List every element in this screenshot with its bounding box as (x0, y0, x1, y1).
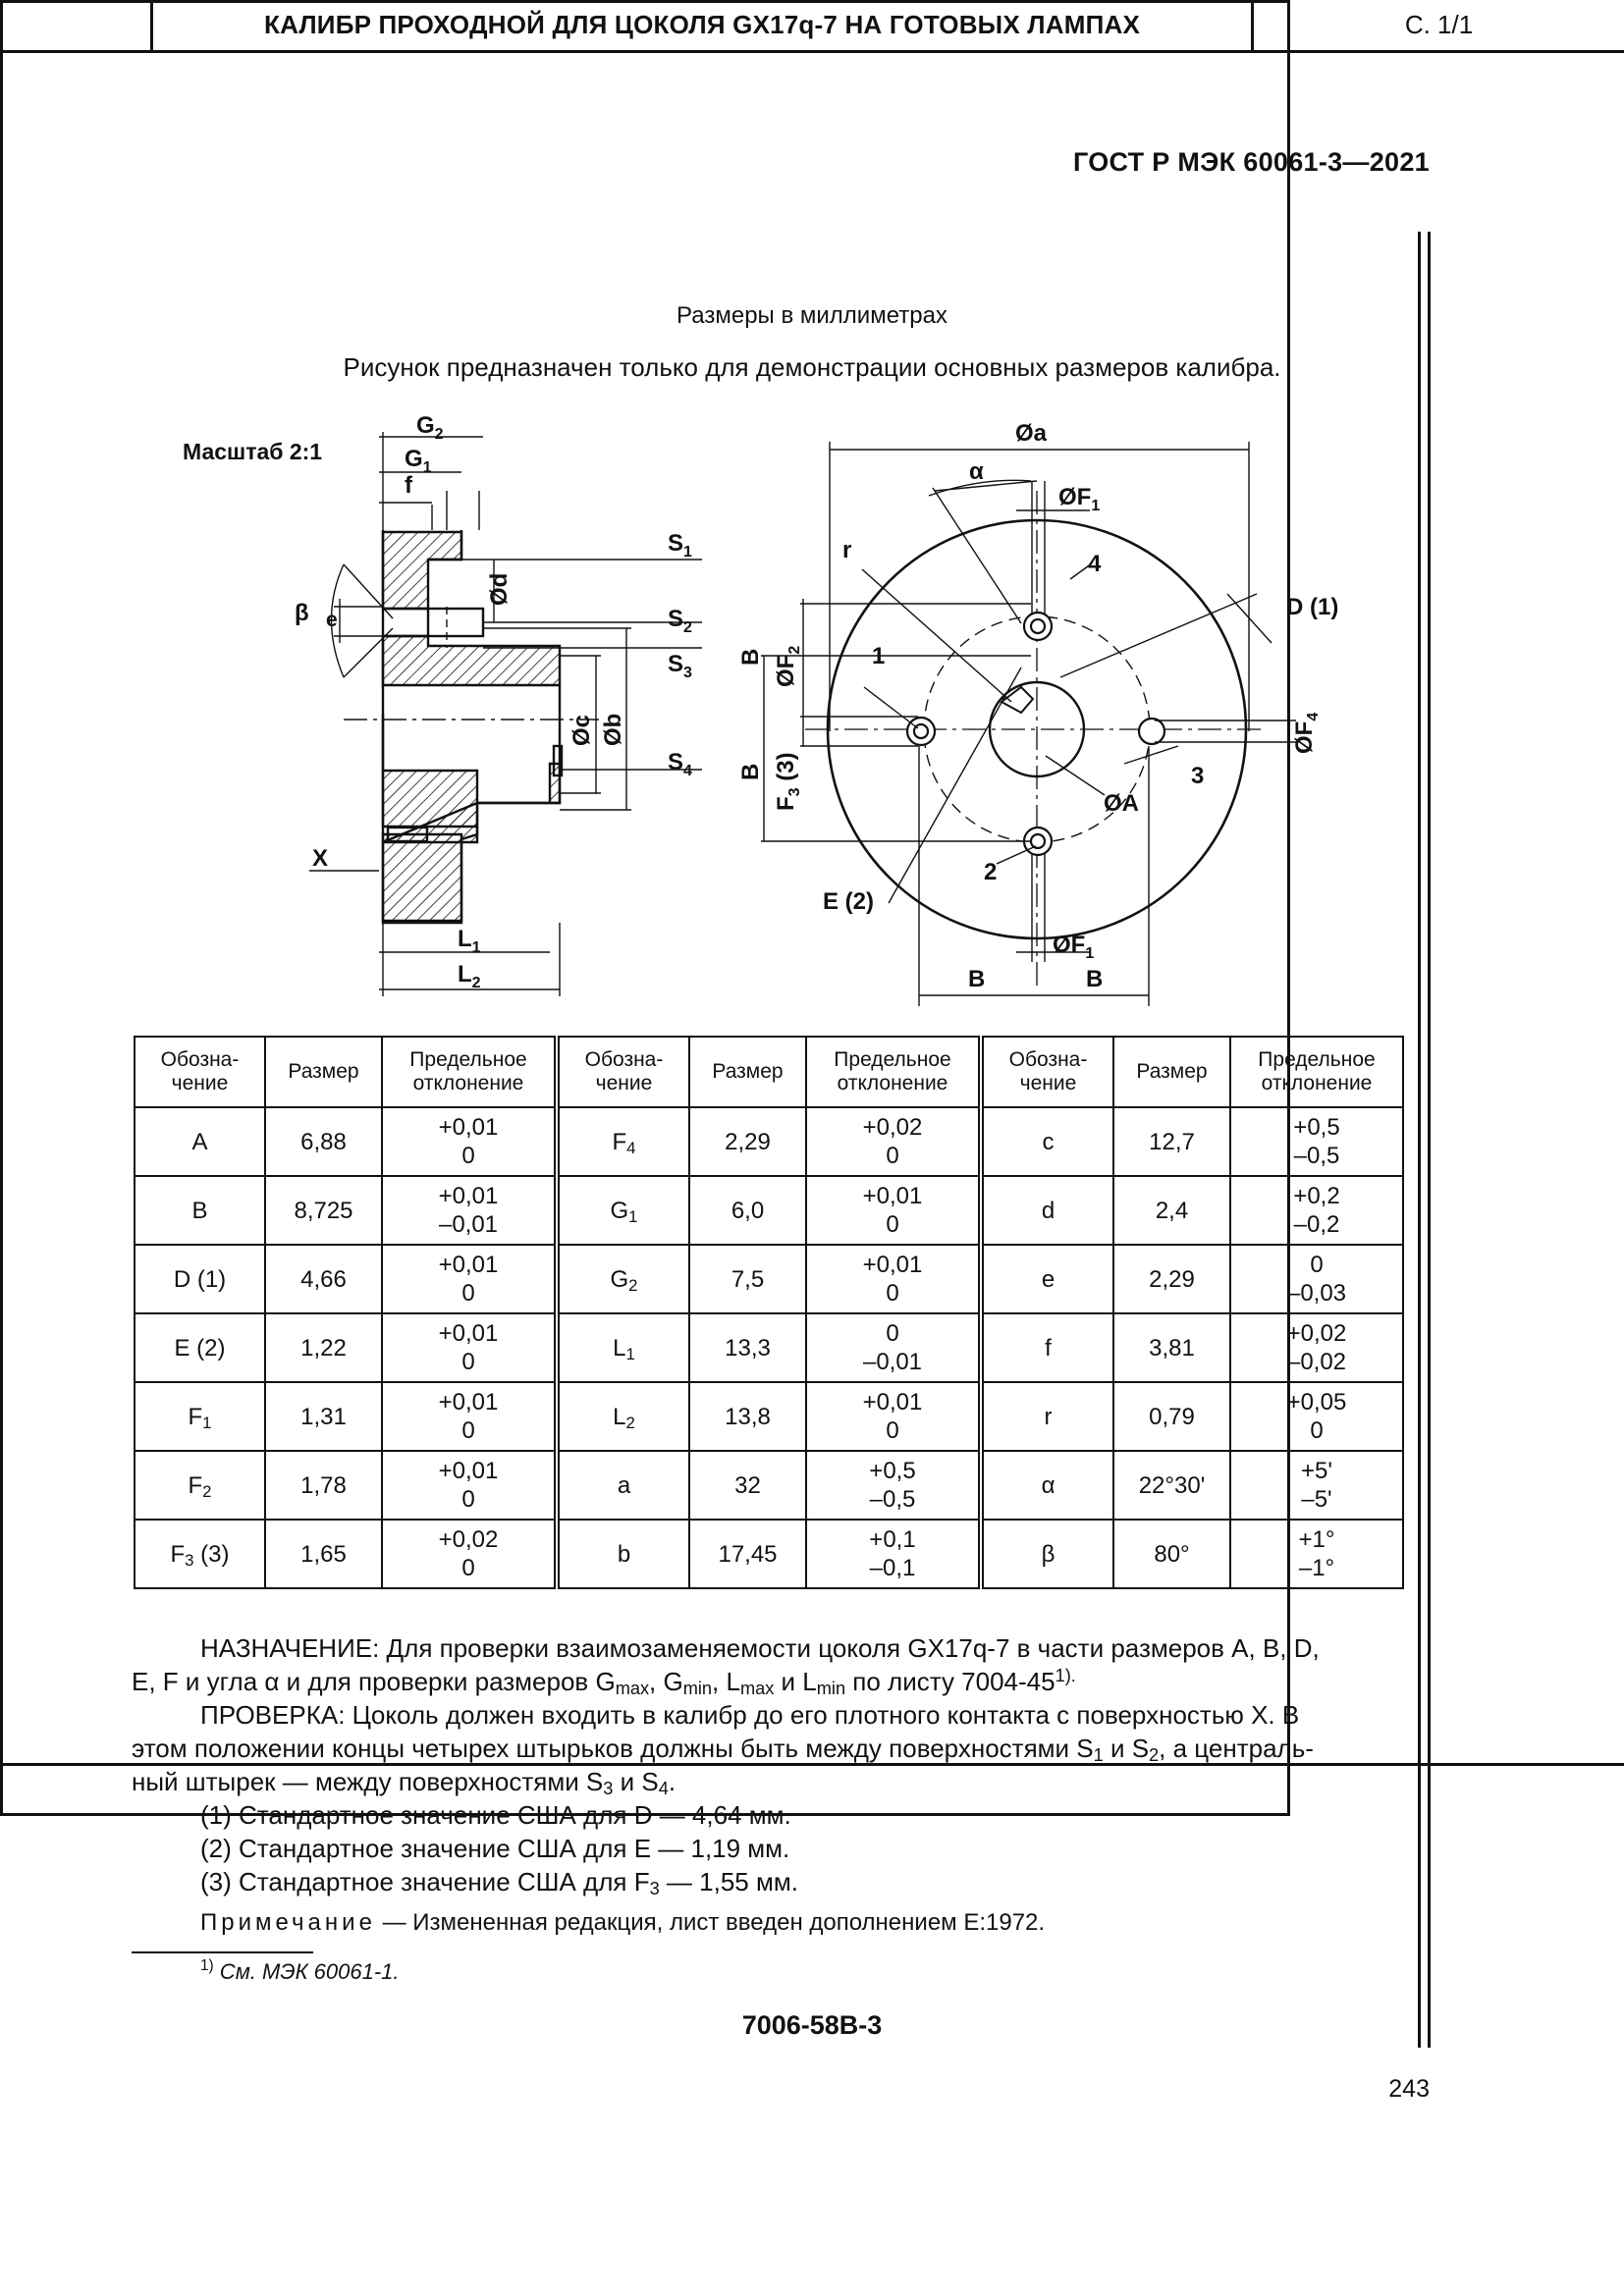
label-A: ØA (1104, 790, 1139, 817)
header-tolerance: Предельное отклонение (382, 1037, 557, 1107)
cell-symbol: f (981, 1313, 1113, 1382)
scale-label: Масштаб 2:1 (183, 439, 323, 464)
cell-symbol: $L_2$ (557, 1382, 689, 1451)
tolerance-lower: –0,03 (1286, 1280, 1347, 1307)
tolerance-upper: +0,01 (438, 1252, 499, 1278)
table-row (135, 1451, 1403, 1520)
page-number: 243 (1388, 2075, 1430, 2103)
tolerance-lower: 0 (886, 1280, 899, 1307)
table-row (135, 1520, 1403, 1588)
label-r: r (842, 537, 852, 563)
table-row (135, 1107, 1403, 1176)
label-F4: $ØF_4$ (1291, 712, 1322, 754)
tolerance-upper: +0,1 (869, 1526, 916, 1553)
purpose-line-1: НАЗНАЧЕНИЕ: Для проверки взаимозаменяемости цоколя GX17q-7 в части размеров A, B, D, (200, 1633, 1320, 1663)
figure-note: Рисунок предназначен только для демонстрации основных размеров калибра. (343, 352, 1281, 382)
cell-symbol: B (135, 1176, 265, 1245)
tolerance-lower: –0,01 (862, 1349, 923, 1375)
cell-symbol: b (557, 1520, 689, 1588)
tolerance-lower: 0 (461, 1280, 475, 1307)
units-note: Размеры в миллиметрах (677, 302, 947, 329)
label-pin-2: 2 (984, 859, 998, 885)
tolerance-upper: 0 (886, 1320, 899, 1347)
cell-tolerance (382, 1520, 557, 1588)
title-block (0, 0, 1624, 53)
tolerance-upper: +0,01 (862, 1183, 923, 1209)
section-view (183, 412, 702, 996)
tolerance-lower: –0,1 (869, 1555, 916, 1581)
tolerance-upper: +0,05 (1286, 1389, 1347, 1415)
cell-symbol: D (1) (135, 1245, 265, 1313)
tolerance-upper: +0,01 (438, 1458, 499, 1484)
tolerance-lower: 0 (461, 1555, 475, 1581)
cell-symbol: α (981, 1451, 1113, 1520)
label-pin-4: 4 (1088, 551, 1102, 577)
tolerance-lower: 0 (461, 1486, 475, 1513)
tolerance-lower: –0,5 (1293, 1143, 1340, 1169)
label-B-bottom-right: B (1086, 966, 1104, 992)
label-F1-bottom: $ØF_1$ (1053, 932, 1095, 962)
cell-symbol: E (2) (135, 1313, 265, 1382)
sheet-number: С. 1/1 (1404, 10, 1474, 39)
tolerance-upper: +0,01 (438, 1114, 499, 1141)
cell-tolerance (1230, 1245, 1403, 1313)
table-body (135, 1107, 1403, 1588)
tolerance-upper: +0,5 (869, 1458, 916, 1484)
label-S2: $S_2$ (668, 606, 692, 636)
tolerance-lower: 0 (886, 1417, 899, 1444)
tolerance-upper: +1° (1298, 1526, 1335, 1553)
tolerance-lower: 0 (461, 1349, 475, 1375)
table-row (135, 1245, 1403, 1313)
tolerance-upper: +0,01 (438, 1389, 499, 1415)
cell-tolerance (1230, 1382, 1403, 1451)
tolerance-lower: –0,02 (1286, 1349, 1347, 1375)
tolerance-upper: +0,5 (1293, 1114, 1340, 1141)
tolerance-upper: +0,02 (862, 1114, 923, 1141)
label-B-bottom-left: B (968, 966, 986, 992)
label-pin-1: 1 (872, 643, 886, 669)
label-G1: $G_1$ (405, 446, 432, 476)
cell-size: 22°30' (1113, 1451, 1230, 1520)
label-S4: $S_4$ (668, 749, 692, 779)
cell-size: 8,725 (265, 1176, 382, 1245)
tolerance-upper: 0 (1310, 1252, 1324, 1278)
purpose-line-2: E, F и угла α и для проверки размеров $G_{max}$, $G_{min}$, $L_{max}$ и $L_{min}$ по листу $7004-45^{1).}$ (132, 1666, 1076, 1698)
cell-tolerance (382, 1107, 557, 1176)
us-note-1: (1) Стандартное значение США для D — 4,64 мм. (200, 1800, 791, 1830)
cell-size: 12,7 (1113, 1107, 1230, 1176)
tolerance-lower: 0 (461, 1143, 475, 1169)
tolerance-lower: –0,5 (869, 1486, 916, 1513)
tolerance-lower: –1° (1298, 1555, 1335, 1581)
gauge-drawing (116, 393, 1406, 1021)
sheet-title: КАЛИБР ПРОХОДНОЙ ДЛЯ ЦОКОЛЯ GX17q-7 НА ГОТОВЫХ ЛАМПАХ (153, 0, 1254, 50)
tolerance-upper: +0,02 (1286, 1320, 1347, 1347)
label-S3: $S_3$ (668, 651, 692, 681)
header-tolerance: Предельное отклонение (806, 1037, 981, 1107)
cell-symbol: $F_2$ (135, 1451, 265, 1520)
header-symbol: Обозна- чение (135, 1037, 265, 1107)
label-X: X (312, 845, 329, 872)
frame-double-line (1418, 232, 1421, 2048)
cell-symbol: $L_1$ (557, 1313, 689, 1382)
label-D: D (1) (1286, 594, 1339, 620)
cell-symbol: r (981, 1382, 1113, 1451)
cell-tolerance (382, 1313, 557, 1382)
label-a: Øa (1015, 420, 1048, 447)
cell-symbol: $F_4$ (557, 1107, 689, 1176)
plan-view (737, 420, 1338, 1006)
label-S1: $S_1$ (668, 530, 692, 561)
footnote-rule (132, 1951, 313, 1953)
tolerance-lower: –5' (1301, 1486, 1332, 1513)
cell-symbol: $F_1$ (135, 1382, 265, 1451)
cell-tolerance (806, 1245, 981, 1313)
tolerance-upper: +0,02 (438, 1526, 499, 1553)
cell-symbol: e (981, 1245, 1113, 1313)
cell-tolerance (382, 1176, 557, 1245)
cell-symbol: $G_1$ (557, 1176, 689, 1245)
header-symbol: Обозна- чение (557, 1037, 689, 1107)
document-code: ГОСТ Р МЭК 60061-3—2021 (1072, 147, 1430, 177)
cell-size: 13,8 (689, 1382, 806, 1451)
label-F3: $F_3$ (3) (773, 752, 803, 811)
us-note-3: (3) Стандартное значение США для $F_3$ — 1,55 мм. (200, 1867, 798, 1898)
header-tolerance: Предельное отклонение (1230, 1037, 1403, 1107)
cell-tolerance (1230, 1451, 1403, 1520)
cell-tolerance (806, 1382, 981, 1451)
tolerance-upper: +0,2 (1293, 1183, 1340, 1209)
cell-size: 17,45 (689, 1520, 806, 1588)
cell-size: 0,79 (1113, 1382, 1230, 1451)
label-d: Ød (486, 572, 513, 606)
cell-tolerance (806, 1313, 981, 1382)
tolerance-upper: +0,01 (438, 1183, 499, 1209)
table-header-row (135, 1037, 1403, 1107)
cell-size: 4,66 (265, 1245, 382, 1313)
label-B-left-bottom: B (737, 763, 764, 780)
note: Примечание — Измененная редакция, лист введен дополнением E:1972. (200, 1909, 1046, 1936)
cell-symbol: d (981, 1176, 1113, 1245)
tolerance-lower: 0 (461, 1417, 475, 1444)
tolerance-upper: +0,01 (862, 1252, 923, 1278)
cell-size: 80° (1113, 1520, 1230, 1588)
label-f: f (405, 472, 412, 499)
label-pin-3: 3 (1191, 763, 1205, 789)
tolerance-lower: –0,2 (1293, 1211, 1340, 1238)
table-row (135, 1382, 1403, 1451)
label-e: e (326, 609, 338, 631)
cell-size: 2,29 (689, 1107, 806, 1176)
label-beta: β (295, 600, 309, 626)
cell-symbol: β (981, 1520, 1113, 1588)
tolerance-lower: –0,01 (438, 1211, 499, 1238)
label-alpha: α (969, 458, 984, 485)
label-F1-top: $ØF_1$ (1058, 484, 1101, 514)
us-note-2: (2) Стандартное значение США для E — 1,19 мм. (200, 1834, 790, 1863)
cell-tolerance (382, 1382, 557, 1451)
label-L1: $L_1$ (458, 926, 481, 956)
cell-size: 2,29 (1113, 1245, 1230, 1313)
cell-tolerance (806, 1520, 981, 1588)
hatched-body (383, 532, 560, 921)
cell-symbol: A (135, 1107, 265, 1176)
table-row (135, 1313, 1403, 1382)
tolerance-lower: 0 (886, 1143, 899, 1169)
cell-symbol: $G_2$ (557, 1245, 689, 1313)
cell-tolerance (806, 1176, 981, 1245)
cell-tolerance (1230, 1313, 1403, 1382)
dimensions-table (134, 1036, 1404, 1589)
frame-double-line (1428, 232, 1431, 2048)
cell-size: 13,3 (689, 1313, 806, 1382)
cell-size: 6,88 (265, 1107, 382, 1176)
footnote: $^{1)}$ См. МЭК 60061-1. (200, 1957, 400, 1984)
label-B-left-top: B (737, 648, 764, 666)
sheet-code: 7006-58B-3 (741, 2010, 883, 2040)
tolerance-upper: +5' (1301, 1458, 1332, 1484)
cell-tolerance (1230, 1107, 1403, 1176)
check-line-2: этом положении концы четырех штырьков должны быть между поверхностями $S_1$ и $S_2$, а централь- (132, 1734, 1314, 1765)
tolerance-upper: +0,01 (438, 1320, 499, 1347)
tolerance-lower: 0 (1310, 1417, 1324, 1444)
cell-size: 1,22 (265, 1313, 382, 1382)
label-c: Øc (568, 714, 595, 746)
cell-tolerance (806, 1451, 981, 1520)
tolerance-lower: 0 (886, 1211, 899, 1238)
check-line-3: ный штырек — между поверхностями $S_3$ и $S_4$. (132, 1767, 677, 1798)
header-size: Размер (265, 1037, 382, 1107)
cell-size: 1,78 (265, 1451, 382, 1520)
cell-symbol: $F_3$ (3) (135, 1520, 265, 1588)
tolerance-upper: +0,01 (862, 1389, 923, 1415)
cell-size: 2,4 (1113, 1176, 1230, 1245)
label-b: Øb (600, 713, 626, 746)
cell-tolerance (806, 1107, 981, 1176)
cell-tolerance (1230, 1176, 1403, 1245)
cell-size: 1,65 (265, 1520, 382, 1588)
header-size: Размер (1113, 1037, 1230, 1107)
header-size: Размер (689, 1037, 806, 1107)
cell-size: 3,81 (1113, 1313, 1230, 1382)
check-line-1: ПРОВЕРКА: Цоколь должен входить в калибр до его плотного контакта с поверхностью X. В (200, 1700, 1300, 1730)
cell-size: 6,0 (689, 1176, 806, 1245)
cell-size: 1,31 (265, 1382, 382, 1451)
cell-size: 32 (689, 1451, 806, 1520)
cell-tolerance (382, 1451, 557, 1520)
title-empty-cell (0, 0, 153, 50)
label-F2: $ØF_2$ (773, 645, 803, 687)
table-row (135, 1176, 1403, 1245)
label-L2: $L_2$ (458, 961, 481, 991)
header-symbol: Обозна- чение (981, 1037, 1113, 1107)
cell-symbol: a (557, 1451, 689, 1520)
label-E: E (2) (823, 888, 875, 915)
cell-tolerance (1230, 1520, 1403, 1588)
cell-tolerance (382, 1245, 557, 1313)
label-G2: $G_2$ (416, 412, 444, 443)
cell-symbol: c (981, 1107, 1113, 1176)
cell-size: 7,5 (689, 1245, 806, 1313)
